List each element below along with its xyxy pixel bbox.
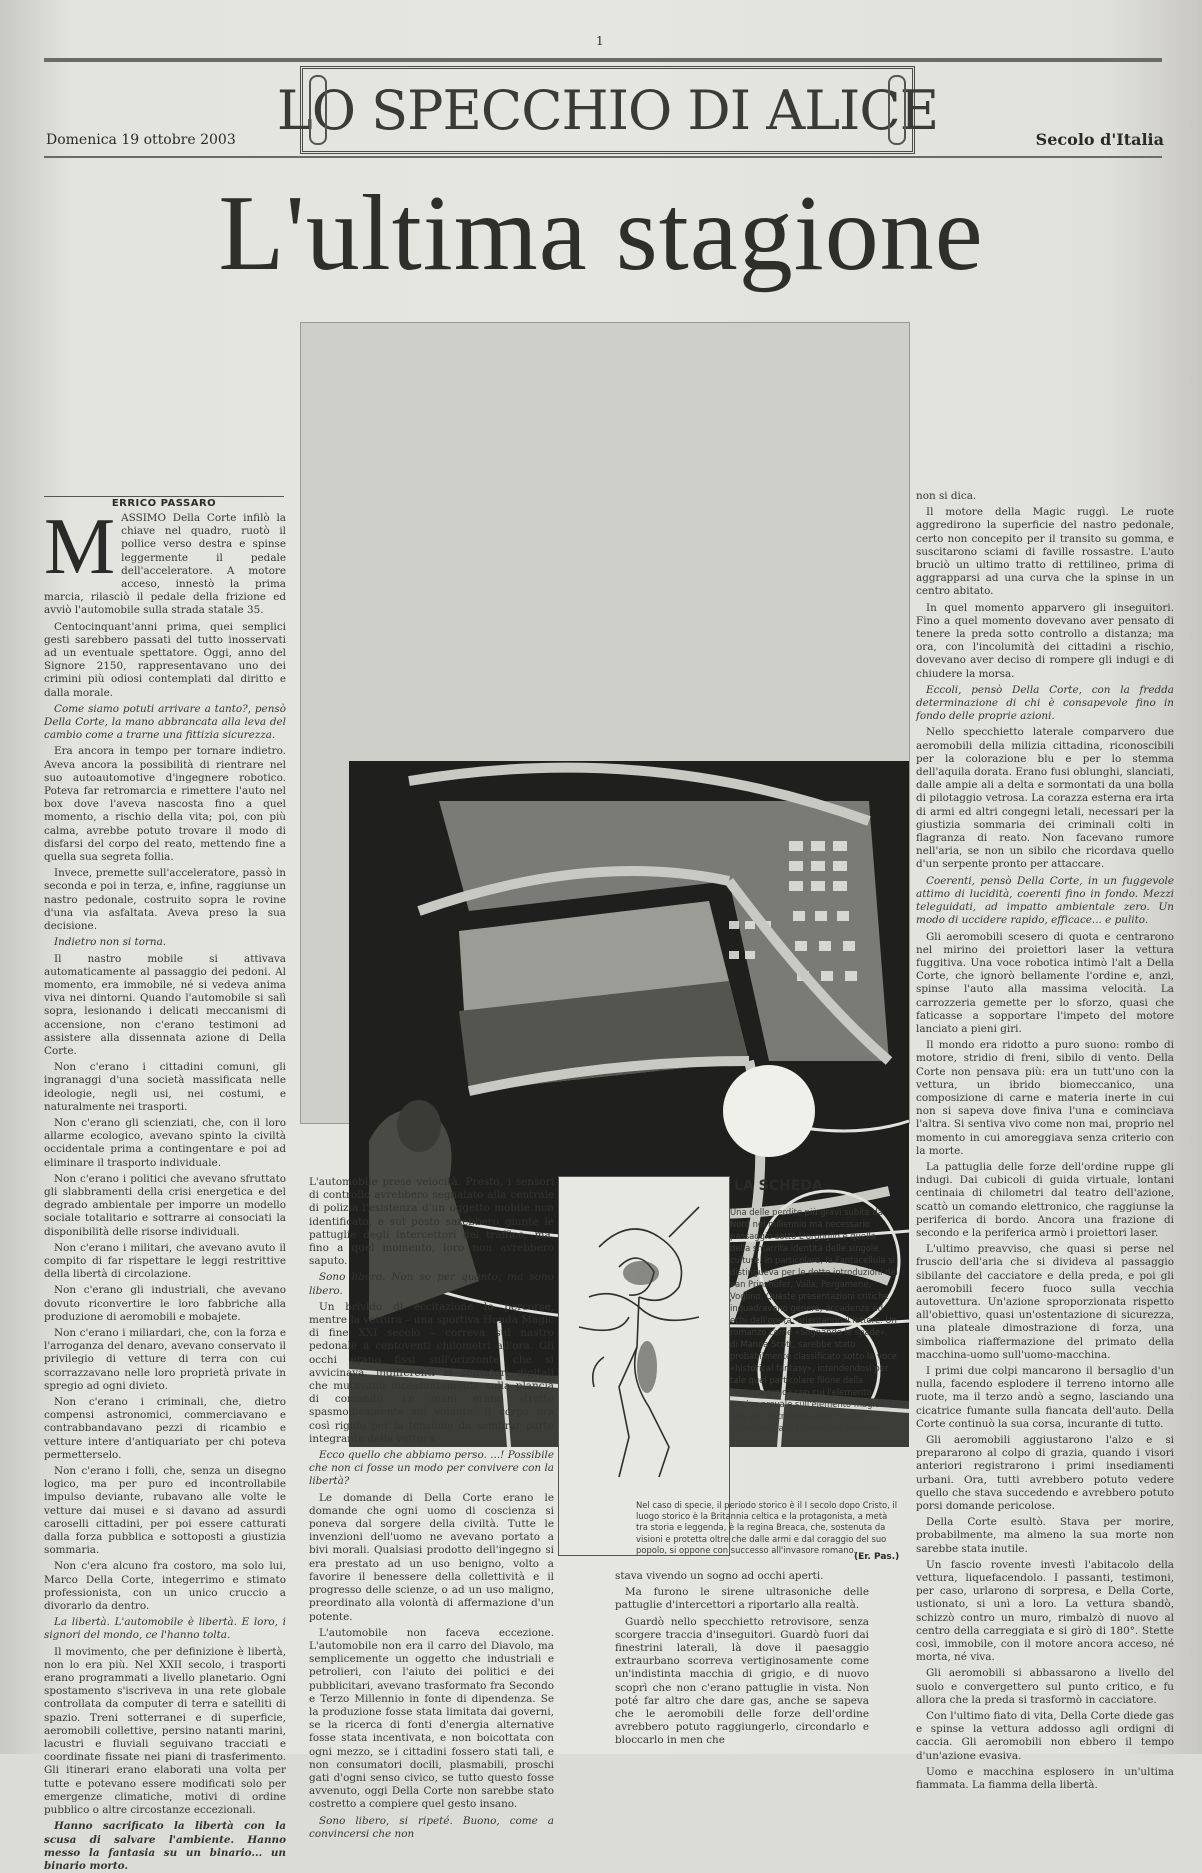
paragraph: L'automobile non faceva eccezione. L'automobile non era il carro del Diavolo, ma semplicemente un oggetto che industriali e petrolieri, con l'aiuto dei politici e dei pubblicitari, avevano trasformato fra Secondo e Terzo Millennio in fonte di dipendenza. Se la produzione fosse stata limitata dai governi, se la ricerca di fonti d'energia alternative fosse stata incentivata, e non boicottata con ogni mezzo, se i cittadini fossero stati tali, e non consumatori docili, plasmabili, proschi gati d'ogni senso civico, se tutto questo fosse avvenuto, oggi Della Corte non sarebbe stato costretto a compiere quel gesto insano. bbox=[309, 1626, 554, 1811]
paragraph: Il nastro mobile si attivava automaticamente al passaggio dei pedoni. Al momento, era immobile, né si vedeva anima viva nei dintorni. Quando l'automobile si salì sopra, lesionando i delicati meccanismi di accensione, non c'erano testimoni ad assistere alla dissennata azione di Della Corte. bbox=[44, 952, 286, 1057]
paragraph: Ecco quello che abbiamo perso. ...! Possibile che non ci fosse un modo per convivere con la libertà? bbox=[309, 1449, 554, 1488]
paragraph: L'automobile prese velocità. Presto, i sensori di controllo avrebbero segnalato alla centrale di polizia l'esistenza d'un oggetto mobile non identificato, e sul posto sarebbero giunte le pattuglie degli intercettori del traffico; ma, fino a quel momento, loro non avrebbero saputo. bbox=[309, 1176, 554, 1268]
paragraph: Invece, premette sull'acceleratore, passò in seconda e poi in terza, e, infine, raggiunse un nastro pedonale, costruito sopra le rovine d'una via asfaltata. Aveva preso la sua decisione. bbox=[44, 867, 286, 933]
publication-date: Domenica 19 ottobre 2003 bbox=[46, 132, 236, 148]
paragraph: Uomo e macchina esplosero in un'ultima fiammata. La fiamma della libertà. bbox=[916, 1765, 1174, 1792]
paragraph: Non c'erano i miliardari, che, con la forza e l'arroganza del denaro, avevano conservato il privilegio di vetture di terra con cui scorrazzavano nelle loro proprietà private in spregio ad ogni divieto. bbox=[44, 1326, 286, 1392]
scheda-body: Una delle perdite più gravi subite da Nord nel millennio ma necessario passaggio sotto L'orgoglio e quella della smarrita identità delle singole culture. In particolare, la Fantacellula si distingueva per le dotte introduzioni dei van Prinzhöfer, Valla, Pergamene, Voglino. Queste presentazioni critiche inquadravano genere, accadenze ed echi dell'opera, orientando il lettore. Un romanzo come «Sognando le spade», di Manda Scott, sarebbe stato probabilmente classificato sotto la voce «historical fantasy», intendendosi per tale quel particolare filone della fantasia eroica con cui l'elemento storico prevale sull'elemento magico e non v'è costruzione d'un mondo secondario alla tolkieniana maniera. bbox=[730, 1207, 898, 1433]
text-column-2 bbox=[309, 1176, 554, 1840]
article-headline: L'ultima stagione bbox=[218, 174, 984, 293]
text-column-4 bbox=[916, 490, 1174, 1792]
top-rule bbox=[44, 58, 1162, 62]
text-column-3 bbox=[615, 1570, 869, 1748]
paragraph: Della Corte esultò. Stava per morire, probabilmente, ma almeno la sua morte non sarebbe stata inutile. bbox=[916, 1516, 1174, 1555]
newspaper-name: Secolo d'Italia bbox=[1035, 130, 1164, 149]
illustration-frame bbox=[300, 322, 910, 1124]
paragraph: La pattuglia delle forze dell'ordine ruppe gli indugi. Dai cubicoli di guida virtuale, lontani centinaia di chilometri dal teatro dell'azione, scattò un comando elettronico, che raggiunse la periferica di bordo. Ancora una frazione di secondo e la periferica armò i proiettori laser. bbox=[916, 1160, 1174, 1239]
paragraph: Ma furono le sirene ultrasoniche delle pattuglie d'intercettori a riportarlo alla realtà. bbox=[615, 1586, 869, 1612]
paragraph: I primi due colpi mancarono il bersaglio d'un nulla, facendo esplodere il terreno intorno alle ruote, ma il terzo andò a segno, lasciando una cicatrice fumante sulla fiancata dell'auto. Della Corte continuò la sua corsa, incurante di tutto. bbox=[916, 1365, 1174, 1430]
paragraph: Era ancora in tempo per tornare indietro. Aveva ancora la possibilità di rientrare nel suo autoautomotive d'ingegnere robotico. Poteva far retromarcia e rimettere l'auto nel box dove l'aveva nascosta fino a quel momento, a rischio della vita; poi, con più calma, avrebbe potuto trovare il modo di disfarsi del corpo del reato, mettendo fine a quella sua segreta follia. bbox=[44, 745, 286, 864]
paragraph: L'ultimo preavviso, che quasi si perse nel fruscio dell'aria che si divideva al passaggio sibilante del cacciatore e della preda, e poi gli aeromobili fecero fuoco sulla vecchia autovettura. Un'azione sproporzionata rispetto all'obiettivo, quasi un'ostentazione di sicurezza, una plateale dimostrazione di forza, una simbolica riaffermazione del primato della macchina-uomo sull'uomo-macchina. bbox=[916, 1243, 1174, 1361]
paragraph: Hanno sacrificato la libertà con la scusa di salvare l'ambiente. Hanno messo la fantasia su un binario... un binario morto. bbox=[44, 1820, 286, 1872]
paragraph: Un fascio rovente investì l'abitacolo della vettura, liquefacendolo. I passanti, testimoni, per caso, urlarono di sorpresa, e Della Corte, ustionato, si unì a loro. La vettura sbandò, schizzò contro un muro, rimbalzò di nuovo al centro della carreggiata e si girò di 180°. Stette così, immobile, con il motore ancora acceso, né morta, né viva. bbox=[916, 1558, 1174, 1664]
paragraph: Il mondo era ridotto a puro suono: rombo di motore, stridio di freni, sibilo di vento. Della Corte non pensava più: era un tutt'uno con la vettura, un ibrido biomeccanico, una composizione di carne e materia inerte in cui non si sapeva dove finiva l'una e cominciava l'altra. Si sentiva vivo come non mai, proprio nel momento in cui amoreggiava senza criterio con la morte. bbox=[916, 1039, 1174, 1157]
paragraph: Gli aeromobili aggiustarono l'alzo e si prepararono al colpo di grazia, quando i visori anteriori registrarono i primi insediamenti urbani. Ora, tutti avrebbero potuto vedere quello che stava succedendo e avrebbero potuto porsi domande pericolose. bbox=[916, 1434, 1174, 1513]
paragraph: stava vivendo un sogno ad occhi aperti. bbox=[615, 1570, 824, 1582]
section-masthead: LO SPECCHIO DI ALICE bbox=[276, 78, 939, 142]
scheda-signature: (Er. Pas.) bbox=[854, 1552, 900, 1562]
paragraph: Gli aeromobili scesero di quota e centrarono nel mirino dei proiettori laser la vettura fuggitiva. Una voce robotica intimò l'alt a Della Corte, che ignorò bellamente l'ordine e, anzi, spinse l'auto alla massima velocità. La carrozzeria gemette per lo sforzo, quasi che faticasse a sopportare l'impeto del motore lanciato a pieni giri. bbox=[916, 930, 1174, 1035]
paragraph: Sono libero, si ripeté. Buono, come a convincersi che non bbox=[309, 1814, 554, 1840]
paragraph: Le domande di Della Corte erano le domande che ogni uomo di coscienza si poneva dal sorgere della civiltà. Tutte le invenzioni dell'uomo ne avevano portato a bivi morali. Qualsiasi prodotto dell'ingegno si era prestato ad un uso benigno, volto a favorire il benessere della collettività e il progresso delle scienze, o ad un uso maligno, preordinato alla volontà di affermazione d'un potente. bbox=[309, 1491, 554, 1623]
paragraph: In quel momento apparvero gli inseguitori. Fino a quel momento dovevano aver pensato di tenere la preda sotto controllo a distanza; ma ora, con l'incolumità dei cittadini a rischio, dovevano aver deciso di rompere gli indugi e di chiudere la morsa. bbox=[916, 601, 1174, 680]
paragraph: La libertà. L'automobile è libertà. E loro, i signori del mondo, ce l'hanno tolta. bbox=[44, 1616, 286, 1642]
masthead-rule bbox=[44, 156, 1162, 158]
article-author: ERRICO PASSARO bbox=[111, 498, 217, 509]
paragraph: Non c'erano gli industriali, che avevano dovuto riconvertire le loro fabbriche alla produzione di aeromobili e mobajete. bbox=[44, 1284, 286, 1323]
paragraph: Con l'ultimo fiato di vita, Della Corte diede gas e spinse la vettura addosso agli ordigni di caccia. Gli aeromobili non ebbero il tempo d'un'azione evasiva. bbox=[916, 1710, 1174, 1762]
warrior-queen-sketch bbox=[559, 1177, 727, 1553]
scheda-heading: LA SCHEDA bbox=[734, 1178, 823, 1194]
paragraph: Non c'era alcuno fra costoro, ma solo lui, Marco Della Corte, integerrimo e stimato professionista, con un unico cruccio a divorarlo da dentro. bbox=[44, 1560, 286, 1613]
paragraph: Non c'erano i criminali, che, dietro compensi astronomici, commerciavano e contrabbandavano pezzi di ricambio e vetture intere d'antiquariato per chi poteva permetterselo. bbox=[44, 1396, 286, 1461]
paragraph: Sono libero. Non so per quanto, ma sono libero. bbox=[309, 1271, 554, 1297]
first-paragraph: MASSIMO Della Corte infilò la chiave nel quadro, ruotò il pollice verso destra e spinse leggermente il pedale dell'acceleratore. A motore acceso, innestò la prima marcia, rilasciò il pedale della frizione ed avviò l'automobile sulla strada statale 35. bbox=[44, 503, 286, 617]
paragraph: Non c'erano i folli, che, senza un disegno logico, ma per puro ed incontrollabile impulso deviante, rubavano alle volte le vetture dai musei e si davano ad assurdi caroselli cittadini, per poi essere catturati dalla forza pubblica e sottoposti a giustizia sommaria. bbox=[44, 1465, 286, 1557]
paragraph: Gli aeromobili si abbassarono a livello del suolo e convergettero sul punto critico, e fu allora che la preda si trasformò in cacciatore. bbox=[916, 1667, 1174, 1706]
scheda-illustration-box bbox=[558, 1176, 730, 1556]
paragraph: Indietro non si torna. bbox=[54, 936, 167, 949]
scheda-body-continued: Nel caso di specie, il periodo storico è il I secolo dopo Cristo, il luogo storico è la Britannia celtica e la protagonista, a metà tra storia e leggenda, è la regina Breaca, che, sostenuta da visioni e protetta oltre che dalle armi e dal coraggio del suo popolo, si oppone con successo all'invasore romano. bbox=[636, 1500, 898, 1555]
paragraph: Nello specchietto laterale comparvero due aeromobili della milizia cittadina, riconoscibili per la colorazione blu e per lo stemma dell'aquila dorata. Erano fusi oblunghi, slanciati, dalle ampie ali a delta e sormontati da una bolla di pilotaggio vetrosa. La corazza esterna era irta di armi ed altri congegni letali, necessari per la giustizia sommaria dei criminali colti in flagranza di reato. Non facevano rumore nell'aria, se non un sibilo che ricordava quello d'un serpente pronto per attaccare. bbox=[916, 726, 1174, 871]
paragraph: Il motore della Magic ruggì. Le ruote aggredirono la superficie del nastro pedonale, certo non concepito per il transito su gomma, e suscitarono sciami di faville rossastre. L'auto bruciò un ultimo tratto di rettilineo, prima di aggrapparsi ad una curva che la spinse in un centro abitato. bbox=[916, 506, 1174, 598]
paragraph: Il movimento, che per definizione è libertà, non lo era più. Nel XXII secolo, i trasporti erano programmati a livello planetario. Ogni spostamento s'iscriveva in una rete globale controllata da computer di terra e satelliti di spazio. Treni sotterranei e di superficie, aeromobili collettive, persino natanti marini, lacustri e fluviali seguivano tracciati e coordinate fissate nei piani di trasferimento. Gli itinerari erano elaborati una volta per tutte e potevano essere modificati solo per emergenze climatiche, motivi di ordine pubblico o altre circostanze eccezionali. bbox=[44, 1645, 286, 1817]
paragraph: Un brivido di eccitazione lo percorse, mentre la vettura – una sportiva Honda Magic di fine XXI secolo – correva sul nastro pedonale a centoventi chilometri all'ora. Gli occhi erano fissi sull'orizzonte che si avvicinava, indifferenti ai contatori digitali che mutavano incessantemente sulla plancia di comando. Le mani erano strette spasmodicamente sul volante. Il corpo era così rigido per la tensione da sembrar parte integrante della vettura. bbox=[309, 1300, 554, 1445]
paragraph: Non c'erano i militari, che avevano avuto il compito di far rispettare le leggi restrittive della libertà di circolazione. bbox=[44, 1241, 286, 1281]
page-number: 1 bbox=[596, 34, 604, 48]
paragraph: non si dica. bbox=[916, 490, 977, 502]
paragraph: Eccoli, pensò Della Corte, con la fredda determinazione di chi è consapevole fino in fondo delle proprie azioni. bbox=[916, 683, 1174, 723]
drop-cap: M bbox=[44, 503, 116, 591]
paragraph: Non c'erano gli scienziati, che, con il loro allarme ecologico, avevano spinto la civiltà occidentale prima a contingentare e poi ad eliminare il trasporto individuale. bbox=[44, 1116, 286, 1169]
paragraph: Coerenti, pensò Della Corte, in un fuggevole attimo di lucidità, coerenti fino in fondo. Mezzi teleguidati, ad impatto ambientale zero. Un modo di uccidere rapido, efficace... e pulito. bbox=[916, 874, 1174, 927]
byline-rule bbox=[44, 496, 284, 497]
paragraph: Non c'erano i politici che avevano sfruttato gli slabbramenti della crisi energetica e del degrado ambientale per imporre un modello sociale totalitario e sottrarre ai consociati la disponibilità delle risorse individuali. bbox=[44, 1172, 286, 1238]
paragraph: Guardò nello specchietto retrovisore, senza scorgere traccia d'inseguitori. Guardò fuori dai finestrini laterali, là dove il paesaggio extraurbano scorreva vertiginosamente come un'indistinta macchia di grigio, e di nuovo scoprì che non c'erano pattuglie in vista. Non poté far altro che dare gas, anche se sapeva che le aeromobili delle forze dell'ordine avrebbero potuto raggiungerlo, circondarlo e bloccarlo in men che bbox=[615, 1615, 869, 1747]
masthead-frame bbox=[276, 66, 939, 154]
paragraph: Come siamo potuti arrivare a tanto?, pensò Della Corte, la mano abbrancata alla leva del cambio come a trarne una fittizia sicurezza. bbox=[44, 702, 286, 742]
paragraph: Centocinquant'anni prima, quei semplici gesti sarebbero passati del tutto inosservati ad un eventuale spettatore. Oggi, anno del Signore 2150, rappresentavano uno dei crimini più odiosi contemplati dal diritto e dalla morale. bbox=[44, 620, 286, 699]
paragraph: Non c'erano i cittadini comuni, gli ingranaggi d'una società massificata nelle ideologie, negli usi, nei costumi, e naturalmente nei trasporti. bbox=[44, 1061, 286, 1113]
